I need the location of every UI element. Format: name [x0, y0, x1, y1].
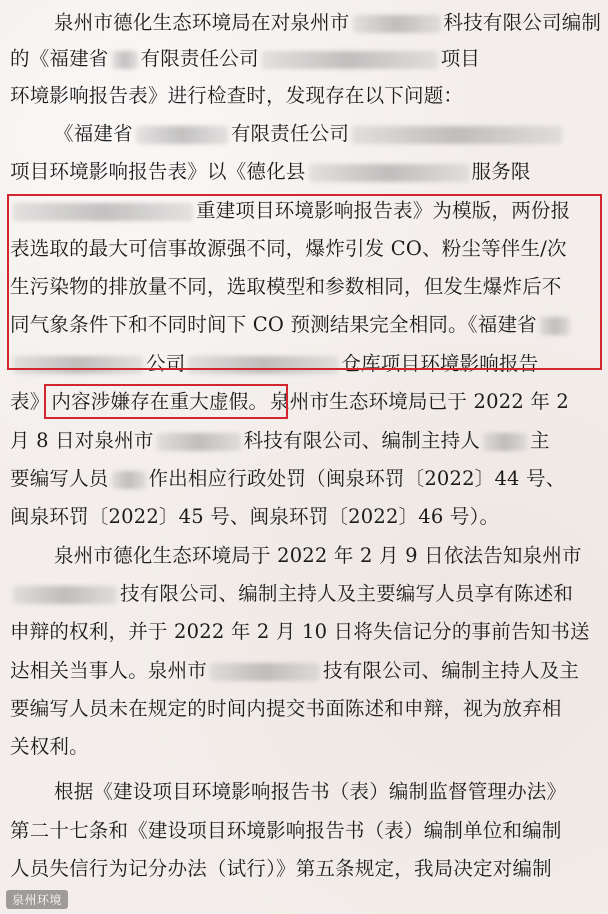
text-run: 环境影响报告表》进行检查时，发现存在以下问题： [10, 84, 464, 107]
text-run: 闽泉环罚〔2022〕45 号、闽泉环罚〔2022〕46 号）。 [10, 505, 500, 528]
text-run: 泉州市生态环境局已于 2022 年 2 [270, 390, 570, 413]
redacted-text [157, 433, 241, 451]
text-run: 有限责任公司 [230, 122, 350, 145]
text-run: 生污染物的排放量不同，选取模型和参数相同，但发生爆炸后不 [10, 275, 562, 298]
redacted-text [353, 15, 441, 33]
text-run: 公司 [146, 352, 186, 375]
redacted-text [136, 126, 228, 144]
text-run: 达相关当事人。泉州市 [10, 659, 208, 682]
text-line [10, 577, 573, 611]
text-line [10, 615, 590, 649]
text-line [10, 500, 499, 534]
text-run: 根据《建设项目环境影响报告书（表）编制监督管理办法》 [54, 780, 567, 803]
text-line [10, 79, 463, 113]
text-line [10, 730, 89, 764]
text-run: 技有限公司、编制主持人及主 [323, 659, 580, 682]
text-run: 仓库项目环境影响报告 [341, 352, 539, 375]
redacted-text [483, 433, 527, 451]
text-line [54, 775, 566, 809]
text-run: 作出相应行政处罚（闽泉环罚〔2022〕44 号、 [148, 467, 566, 490]
text-line [54, 539, 582, 573]
redacted-text [210, 663, 320, 681]
text-run: 表选取的最大可信事故源强不同，爆炸引发 CO、粉尘等伴生/次 [10, 237, 567, 260]
text-run: 要编写人员未在规定的时间内提交书面陈述和申辩，视为放弃相 [10, 697, 562, 720]
redacted-text [112, 51, 138, 69]
redacted-text [188, 356, 338, 374]
text-line [10, 692, 562, 726]
text-run: 技有限公司、编制主持人及主要编写人员享有陈述和 [120, 582, 574, 605]
redacted-text [13, 203, 193, 221]
text-run: 有限责任公司 [140, 47, 259, 70]
highlighted-text: 内容涉嫌存在重大虚假。 [51, 390, 269, 413]
redacted-text [352, 126, 562, 144]
redacted-text [309, 164, 469, 182]
text-line [10, 462, 565, 496]
redacted-text [13, 356, 143, 374]
text-run: 的《福建省 [10, 47, 109, 70]
text-line [10, 155, 531, 189]
text-run: 主 [530, 429, 550, 452]
text-run: 科技有限公司编制 [443, 11, 602, 34]
text-run: 项目环境影响报告表》以《德化县 [10, 160, 306, 183]
text-run: 申辩的权利，并于 2022 年 2 月 10 日将失信记分的事前告知书送 [10, 620, 590, 643]
text-run: 《福建省 [54, 122, 133, 145]
text-line [54, 6, 601, 40]
text-line [10, 814, 562, 848]
text-run: 泉州市德化生态环境局在对泉州市 [54, 11, 350, 34]
text-run: 同气象条件下和不同时间下 CO 预测结果完全相同。《福建省 [10, 313, 537, 336]
text-line [10, 424, 550, 458]
text-run: 关权利。 [10, 735, 89, 758]
text-run: 重建项目环境影响报告表》为模版，两份报 [196, 199, 571, 222]
text-run: 要编写人员 [10, 467, 109, 490]
text-line [10, 232, 567, 266]
redacted-text [13, 586, 117, 604]
text-run: 项目 [440, 47, 481, 70]
text-line [54, 117, 565, 151]
redacted-text [262, 51, 438, 69]
text-run: 月 8 日对泉州市 [10, 429, 154, 452]
text-run: 科技有限公司、编制主持人 [243, 429, 481, 452]
text-line [10, 42, 480, 76]
text-line [10, 654, 579, 688]
watermark-label: 泉州环境 [6, 890, 68, 909]
text-run: 人员失信行为记分办法（试行）》第五条规定，我局决定对编制 [10, 857, 552, 880]
text-line [10, 852, 552, 886]
text-run: 服务限 [471, 160, 531, 183]
redacted-text [540, 317, 570, 335]
redacted-text [112, 471, 146, 489]
text-run: 表》 [10, 390, 50, 413]
text-line [10, 347, 538, 381]
text-run: 泉州市德化生态环境局于 2022 年 2 月 9 日依法告知泉州市 [54, 544, 582, 567]
text-line [10, 308, 573, 342]
text-run: 第二十七条和《建设项目环境影响报告书（表）编制单位和编制 [10, 819, 562, 842]
text-line [10, 385, 569, 419]
text-line [10, 194, 570, 228]
text-line [10, 270, 562, 304]
